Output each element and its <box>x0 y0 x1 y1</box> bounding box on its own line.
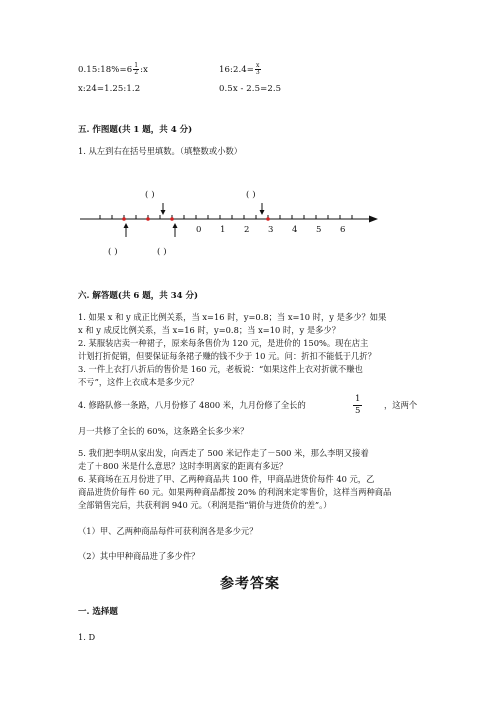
axis-label-1: 1 <box>220 225 226 235</box>
up-arrowhead-icon-1 <box>124 223 129 228</box>
eq1-prefix: 0.15:18%=6 <box>78 65 133 75</box>
question4-line1 <box>78 399 306 413</box>
q4-frac-den: 5 <box>355 406 361 416</box>
answer-blank-bottom-right[interactable]: ( ) <box>157 247 167 257</box>
down-arrowhead-icon-1 <box>161 210 166 215</box>
question-text-line: 计划打折促销，但要保证每条裙子赚的钱不少于 10 元。问：折扣不能低于几折？ <box>78 351 376 361</box>
section5-heading: 五. 作图题(共 1 题，共 4 分) <box>78 125 193 135</box>
eq1-fraction <box>133 63 139 76</box>
question4-text-post: ，这两个 <box>384 400 418 410</box>
question4-fraction <box>353 394 362 417</box>
down-arrowhead-icon-2 <box>260 210 265 215</box>
question4-text-pre: 4. 修路队修一条路，八月份修了 4800 米，九月份修了全长的 <box>78 400 306 410</box>
axis-label-5: 5 <box>316 225 322 235</box>
question4-line2: 月一共修了全长的 60%，这条路全长多少米？ <box>78 426 249 436</box>
marker-point-1 <box>122 217 126 221</box>
axis-label-3: 3 <box>268 225 274 235</box>
eq2-fraction <box>255 63 260 76</box>
question-text-line: 1. 如果 x 和 y 成正比例关系，当 x=16 时，y=0.8；当 x=10 时，y 是多少？如果 <box>78 312 387 322</box>
answer-blank-top-left[interactable]: ( ) <box>145 190 155 200</box>
question-text-line: 5. 我们把李明从家出发，向西走了 500 米记作走了－500 米，那么李明又接着 <box>78 448 369 458</box>
marker-point-2 <box>146 217 150 221</box>
eq2-frac-num: x <box>256 62 260 69</box>
eq1-frac-num: 1 <box>134 62 139 69</box>
marker-point-4 <box>266 217 270 221</box>
equation-1 <box>78 63 148 76</box>
up-arrowhead-icon-2 <box>173 223 178 228</box>
subquestion-2: （2）其中甲种商品进了多少件？ <box>78 551 200 561</box>
question-text-line: 全部销售完后，共获利润 940 元。（利润是指“销价与进货价的差”。） <box>78 500 332 510</box>
equation-2 <box>219 63 262 76</box>
eq2-frac-den: 3 <box>255 69 260 76</box>
answer-blank-top-right[interactable]: ( ) <box>246 190 256 200</box>
question-text-line: 6. 某商场在五月份进了甲、乙两种商品共 100 件，甲商品进货价每件 40 元，乙 <box>78 474 375 484</box>
question-text-line: x 和 y 成反比例关系，当 x=16 时，y=0.8；当 x=10 时，y 是多少？ <box>78 325 341 335</box>
subquestion-1: （1）甲、乙两种商品每件可获利润各是多少元？ <box>78 526 258 536</box>
answers-title: 参考答案 <box>220 576 280 592</box>
question-text-line: 不亏”，这件上衣成本是多少元？ <box>78 377 199 387</box>
question-text-line: 商品进货价每件 60 元。如果两种商品都按 20% 的利润来定零售价，这样当两种商品 <box>78 487 392 497</box>
q4-frac-num: 1 <box>355 394 361 404</box>
equation-3: x:24=1.25:1.2 <box>78 84 141 94</box>
answer-1: 1. D <box>78 632 96 642</box>
question-text-line: 走了＋800 米是什么意思？这时李明离家的距离有多远？ <box>78 461 288 471</box>
section6-heading: 六. 解答题(共 6 题，共 34 分) <box>78 291 199 301</box>
question-text-line: 2. 某服装店卖一种裙子，原来每条售价为 120 元，是进价的 150%。现在店主 <box>78 338 369 348</box>
eq1-suffix: :x <box>140 65 148 75</box>
axis-label-4: 4 <box>292 225 298 235</box>
answer-blank-bottom-left[interactable]: ( ) <box>108 247 118 257</box>
axis-label-0: 0 <box>196 225 202 235</box>
axis-label-2: 2 <box>244 225 250 235</box>
axis-arrowhead-icon <box>369 216 378 223</box>
marker-point-3 <box>170 217 174 221</box>
eq2-prefix: 16:2.4= <box>219 65 255 75</box>
question-text-line: 3. 一件上衣打八折后的售价是 160 元，老板说：“如果这件上衣对折就不赚也 <box>78 364 363 374</box>
equation-4: 0.5x - 2.5=2.5 <box>219 84 282 94</box>
answers-section1-heading: 一. 选择题 <box>78 607 118 617</box>
axis-ticks <box>100 215 352 219</box>
eq1-frac-den: 2 <box>134 69 139 76</box>
axis-label-6: 6 <box>340 225 346 235</box>
section5-question1: 1. 从左到右在括号里填数。（填整数或小数） <box>78 146 243 156</box>
